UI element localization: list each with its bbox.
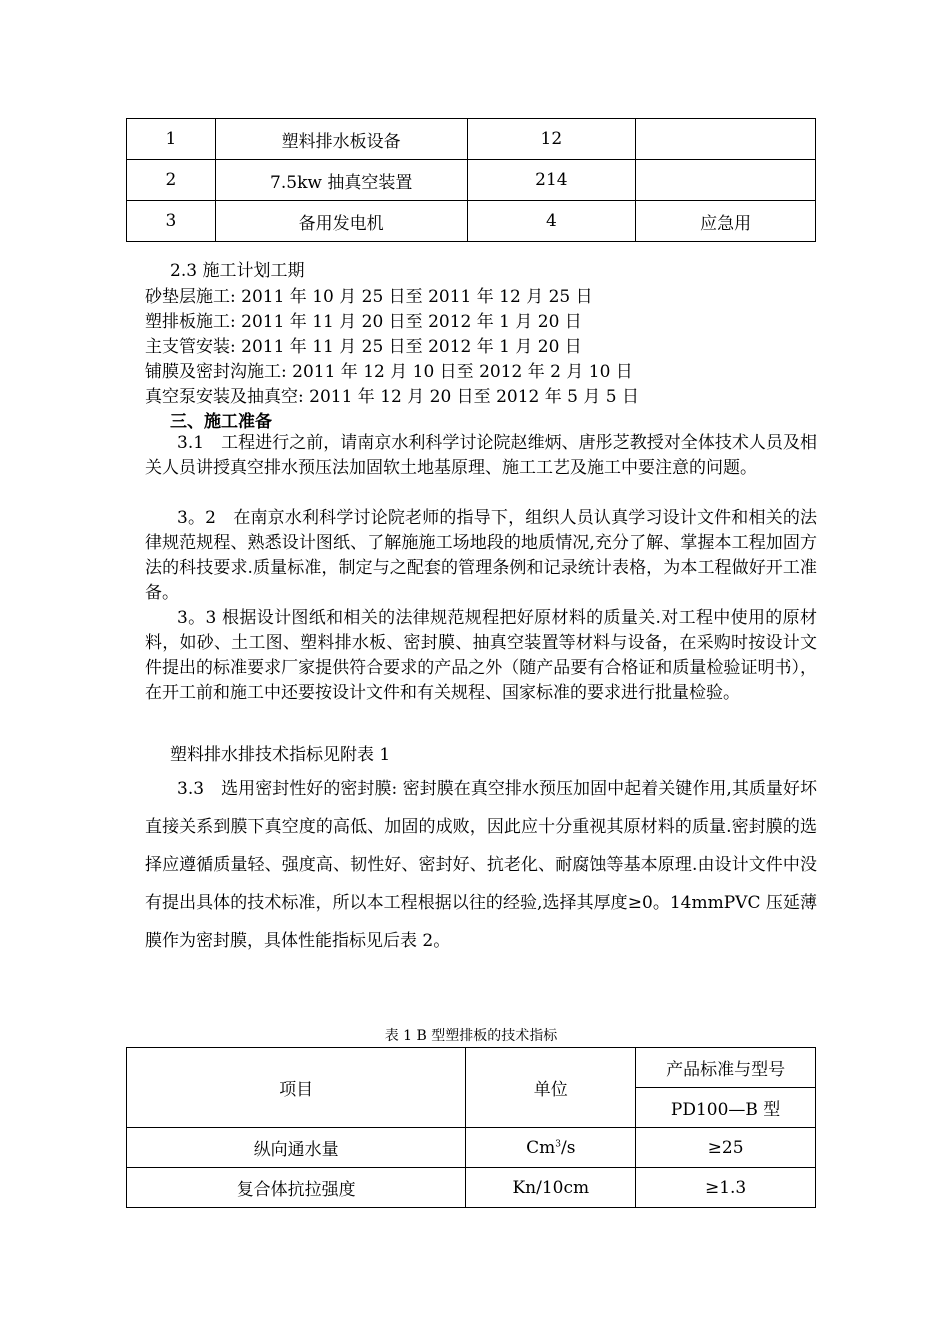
spec-value: ≥1.3 — [636, 1168, 816, 1208]
equipment-name: 7.5kw 抽真空装置 — [215, 160, 467, 201]
paragraph: 塑料排水排技术指标见附表 1 — [170, 745, 391, 765]
spec-value: ≥25 — [636, 1128, 816, 1168]
spec-item: 纵向通水量 — [127, 1128, 466, 1168]
paragraph: 3。3 根据设计图纸和相关的法律规范规程把好原材料的质量关.对工程中使用的原材料，如砂、土工图、塑料排水板、密封膜、抽真空装置等材料与设备，在采购时按设计文件提出的标准要求厂家提供符合要求的产品之外（随产品要有合格证和质量检验证明书），在开工前和施工中还要按设计文件和有关规程、国家标准的要求进行批量检验。 — [145, 608, 817, 703]
table-row — [127, 201, 816, 242]
equipment-note: 应急用 — [636, 201, 816, 242]
schedule-item: 真空泵安装及抽真空: 2011 年 12 月 20 日至 2012 年 5 月 5 日 — [145, 387, 639, 407]
table-row — [127, 119, 816, 160]
schedule-item: 塑排板施工: 2011 年 11 月 20 日至 2012 年 1 月 20 日 — [145, 312, 582, 332]
paragraph: 3.3 选用密封性好的密封膜: 密封膜在真空排水预压加固中起着关键作用,其质量好坏直接关系到膜下真空度的高低、加固的成败，因此应十分重视其原材料的质量.密封膜的选择应遵循质量轻、强度高、韧性好、密封好、抗老化、耐腐蚀等基本原理.由设计文件中没有提出具体的技术标准，所以本工程根据以往的经验,选择其厚度≥0。14mmPVC 压延薄膜作为密封膜，具体性能指标见后表 2。 — [145, 779, 817, 951]
schedule-item: 砂垫层施工: 2011 年 10 月 25 日至 2011 年 12 月 25 日 — [145, 287, 593, 307]
equipment-note — [636, 119, 816, 160]
section-heading: 三、施工准备 — [170, 412, 272, 432]
equipment-quantity: 4 — [467, 201, 636, 242]
equipment-quantity: 214 — [467, 160, 636, 201]
row-number: 2 — [127, 160, 216, 201]
column-header-model: PD100—B 型 — [636, 1088, 816, 1128]
paragraph: 3。2 在南京水利科学讨论院老师的指导下，组织人员认真学习设计文件和相关的法律规范规程、熟悉设计图纸、了解施施工场地段的地质情况,充分了解、掌握本工程加固方法的科技要求.质量标准，制定与之配套的管理条例和记录统计表格，为本工程做好开工准备。 — [145, 508, 817, 603]
equipment-name: 备用发电机 — [215, 201, 467, 242]
equipment-name: 塑料排水板设备 — [215, 119, 467, 160]
table-row — [127, 1128, 816, 1168]
schedule-item: 铺膜及密封沟施工: 2011 年 12 月 10 日至 2012 年 2 月 10 日 — [145, 362, 633, 382]
equipment-table — [126, 118, 816, 242]
row-number: 1 — [127, 119, 216, 160]
spec-unit: Kn/10cm — [466, 1168, 636, 1208]
spec-item: 复合体抗拉强度 — [127, 1168, 466, 1208]
schedule-heading: 2.3 施工计划工期 — [170, 261, 305, 281]
table-caption: 表 1 B 型塑排板的技术指标 — [384, 1028, 558, 1044]
row-number: 3 — [127, 201, 216, 242]
column-header-item: 项目 — [127, 1048, 466, 1128]
spec-unit: Cm$^3$/s — [466, 1128, 636, 1168]
table-row — [127, 1168, 816, 1208]
table-header-row — [127, 1048, 816, 1088]
table-row — [127, 160, 816, 201]
equipment-quantity: 12 — [467, 119, 636, 160]
spec-table — [126, 1047, 816, 1208]
column-header-unit: 单位 — [466, 1048, 636, 1128]
equipment-note — [636, 160, 816, 201]
schedule-item: 主支管安装: 2011 年 11 月 25 日至 2012 年 1 月 20 日 — [145, 337, 582, 357]
paragraph: 3.1 工程进行之前，请南京水利科学讨论院赵维炳、唐彤芝教授对全体技术人员及相关人员讲授真空排水预压法加固软土地基原理、施工工艺及施工中要注意的问题。 — [145, 433, 817, 478]
column-header-standard: 产品标准与型号 — [636, 1048, 816, 1088]
